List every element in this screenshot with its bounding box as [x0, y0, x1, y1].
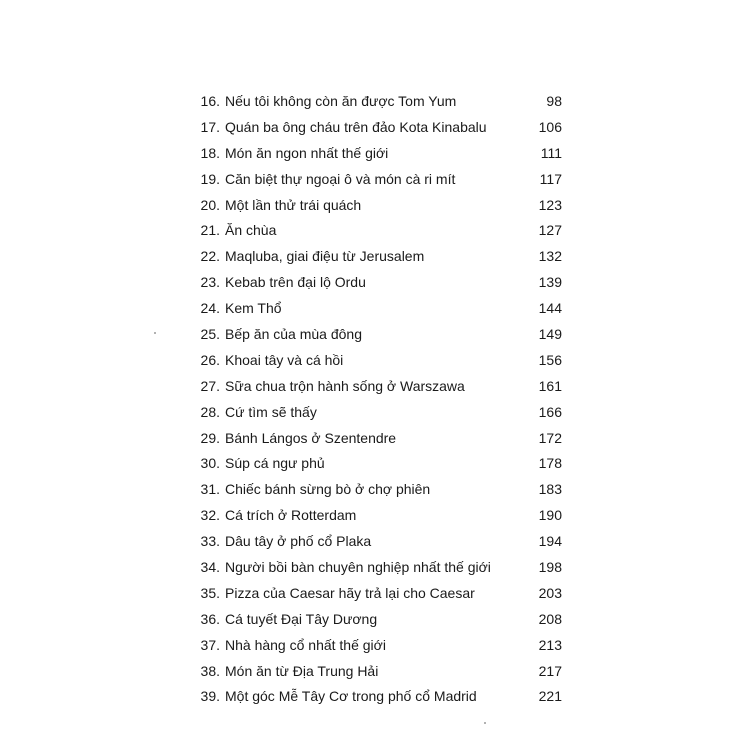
toc-entry-page: 132	[538, 248, 562, 265]
toc-entry-page: 203	[538, 584, 562, 601]
toc-entry-title: Khoai tây và cá hồi	[225, 351, 344, 368]
toc-entry-page: 208	[538, 610, 562, 627]
toc-entry-number: 32.	[200, 507, 220, 524]
toc-entry-title: Súp cá ngư phủ	[225, 455, 325, 472]
toc-entry-page: 161	[538, 377, 562, 394]
toc-entry	[190, 555, 568, 581]
toc-entry-number: 22.	[200, 248, 220, 265]
toc-entry-number: 35.	[200, 584, 220, 601]
toc-entry-title: Bếp ăn của mùa đông	[225, 326, 362, 343]
toc-entry-page: 166	[538, 403, 562, 420]
toc-entry-number: 16.	[200, 93, 220, 109]
toc-entry	[190, 193, 568, 219]
toc-entry-page: 98	[546, 93, 562, 109]
toc-entry-title: Quán ba ông cháu trên đảo Kota Kinabalu	[225, 118, 487, 135]
toc-entry-page: 106	[538, 118, 562, 135]
toc-entry-title: Dâu tây ở phố cổ Plaka	[225, 533, 372, 550]
toc-entry-title: Nhà hàng cổ nhất thế giới	[225, 636, 386, 653]
toc-entry	[190, 141, 568, 167]
toc-entry-page: 198	[538, 559, 562, 576]
toc-entry-number: 39.	[200, 688, 220, 705]
toc-entry-number: 34.	[200, 559, 220, 576]
toc-entry-number: 38.	[200, 662, 220, 679]
toc-entry-page: 117	[539, 170, 562, 187]
toc-entry-title: Cứ tìm sẽ thấy	[225, 403, 317, 420]
toc-entry	[190, 296, 568, 322]
toc-entry	[190, 659, 568, 685]
toc-entry	[190, 684, 568, 710]
toc-entry-number: 17.	[200, 118, 220, 135]
toc-entry-title: Nếu tôi không còn ăn được Tom Yum	[225, 93, 457, 109]
toc-entry	[190, 581, 568, 607]
toc-entry-page: 111	[540, 144, 562, 161]
toc-entry-title: Cá tuyết Đại Tây Dương	[225, 610, 378, 627]
toc-entry-number: 28.	[200, 403, 220, 420]
scan-speck	[154, 332, 156, 334]
toc-entry-title: Ăn chùa	[225, 222, 277, 239]
toc-entry-title: Pizza của Caesar hãy trả lại cho Caesar	[225, 584, 475, 601]
toc-entry-number: 23.	[200, 274, 220, 291]
toc-entry-number: 30.	[200, 455, 220, 472]
toc-entry-title: Cá trích ở Rotterdam	[225, 507, 357, 524]
toc-entry-title: Một lần thử trái quách	[225, 196, 362, 213]
toc-entry-number: 19.	[200, 170, 220, 187]
toc-entry-title: Kebab trên đại lộ Ordu	[225, 274, 366, 291]
toc-entry-title: Sữa chua trộn hành sống ở Warszawa	[225, 377, 465, 394]
toc-entry-number: 33.	[200, 533, 220, 550]
toc-entry-title: Món ăn từ Địa Trung Hải	[225, 662, 379, 679]
toc-entry-page: 156	[538, 351, 562, 368]
toc-entry	[190, 607, 568, 633]
toc-entry	[190, 270, 568, 296]
toc-entry	[190, 115, 568, 141]
toc-entry-title: Chiếc bánh sừng bò ở chợ phiên	[225, 481, 431, 498]
toc-entry-page: 217	[538, 662, 562, 679]
toc-entry	[190, 89, 568, 115]
toc-entry-number: 26.	[200, 351, 220, 368]
toc-entry	[190, 529, 568, 555]
toc-entry-title: Maqluba, giai điệu từ Jerusalem	[225, 248, 425, 265]
table-of-contents	[190, 89, 568, 710]
toc-entry-title: Người bồi bàn chuyên nghiệp nhất thế giới	[225, 559, 491, 576]
toc-entry-page: 123	[538, 196, 562, 213]
toc-entry-number: 27.	[200, 377, 220, 394]
toc-entry-page: 149	[538, 326, 562, 343]
toc-entry	[190, 218, 568, 244]
toc-entry	[190, 426, 568, 452]
toc-entry-title: Kem Thổ	[225, 300, 282, 317]
toc-entry-page: 172	[538, 429, 562, 446]
toc-entry-title: Món ăn ngon nhất thế giới	[225, 144, 389, 161]
toc-entry-page: 139	[538, 274, 562, 291]
toc-entry	[190, 633, 568, 659]
scan-speck	[484, 722, 486, 724]
toc-entry	[190, 167, 568, 193]
toc-entry-number: 20.	[200, 196, 220, 213]
toc-entry-number: 18.	[200, 144, 220, 161]
toc-entry-page: 183	[538, 481, 562, 498]
toc-entry	[190, 374, 568, 400]
toc-entry-page: 127	[538, 222, 562, 239]
toc-entry-title: Căn biệt thự ngoại ô và món cà ri mít	[225, 170, 456, 187]
toc-entry-number: 31.	[200, 481, 220, 498]
toc-entry-title: Bánh Lángos ở Szentendre	[225, 429, 397, 446]
toc-entry-page: 221	[538, 688, 562, 705]
toc-entry-title: Một góc Mễ Tây Cơ trong phố cổ Madrid	[225, 688, 477, 705]
toc-entry	[190, 503, 568, 529]
toc-entry-page: 178	[538, 455, 562, 472]
toc-entry-number: 21.	[200, 222, 220, 239]
toc-entry-number: 25.	[200, 326, 220, 343]
toc-entry	[190, 244, 568, 270]
toc-entry-page: 190	[538, 507, 562, 524]
toc-entry	[190, 451, 568, 477]
toc-entry-page: 213	[538, 636, 562, 653]
toc-entry-number: 29.	[200, 429, 220, 446]
toc-entry	[190, 348, 568, 374]
toc-entry	[190, 477, 568, 503]
toc-entry-page: 144	[538, 300, 562, 317]
toc-entry-page: 194	[538, 533, 562, 550]
toc-entry-number: 24.	[200, 300, 220, 317]
toc-entry-number: 37.	[200, 636, 220, 653]
toc-entry	[190, 400, 568, 426]
toc-entry-number: 36.	[200, 610, 220, 627]
toc-entry	[190, 322, 568, 348]
